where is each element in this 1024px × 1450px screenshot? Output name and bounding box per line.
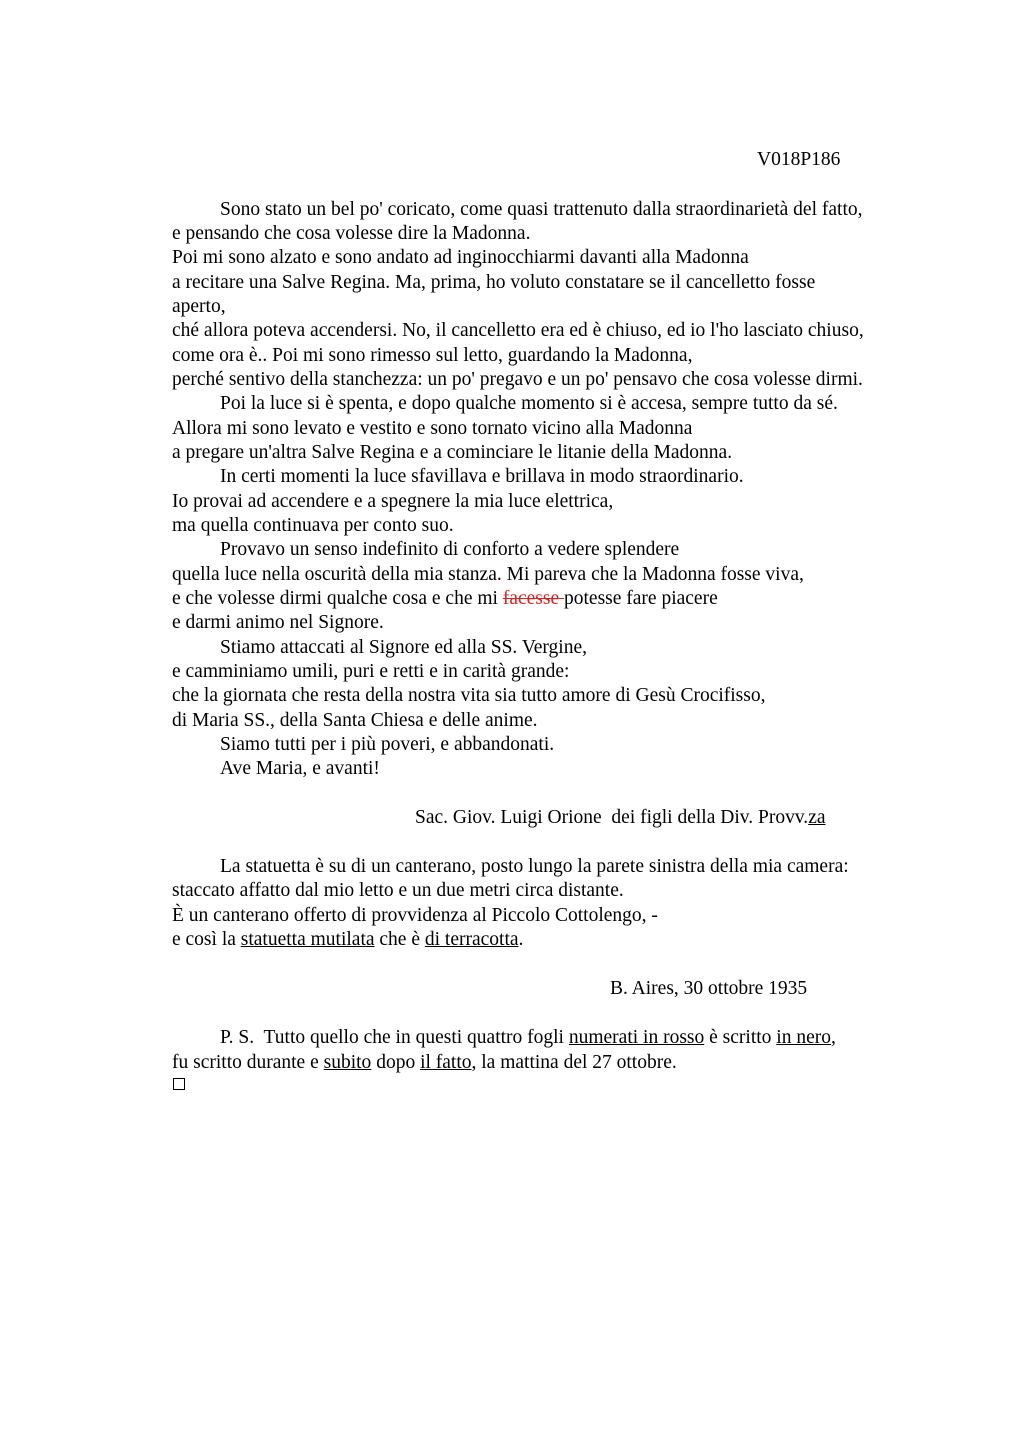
underlined-text: di terracotta bbox=[424, 929, 519, 950]
statue-line: staccato affatto dal mio letto e un due metri circa distante. bbox=[172, 880, 624, 901]
body-line: quella luce nella oscurità della mia stanza. Mi pareva che la Madonna fosse viva, bbox=[172, 564, 804, 585]
underlined-text: subito bbox=[323, 1052, 372, 1073]
underlined-text: il fatto bbox=[420, 1052, 472, 1073]
underlined-text: numerati in rosso bbox=[568, 1027, 705, 1048]
line-text: , bbox=[831, 1027, 836, 1048]
statue-line: È un canterano offerto di provvidenza al Piccolo Cottolengo, - bbox=[172, 905, 658, 926]
body-line: Provavo un senso indefinito di conforto a vedere splendere bbox=[220, 539, 680, 560]
line-text: P. S. Tutto quello che in questi quattro fogli bbox=[220, 1027, 569, 1048]
body-line: e camminiamo umili, puri e retti e in carità grande: bbox=[172, 661, 570, 682]
body-line: Sono stato un bel po' coricato, come quasi trattenuto dalla straordinarietà del fatto, bbox=[220, 199, 863, 220]
signature-suffix: za bbox=[808, 807, 826, 828]
body-line: Ave Maria, e avanti! bbox=[220, 758, 380, 779]
body-line: In certi momenti la luce sfavillava e brillava in modo straordinario. bbox=[220, 466, 744, 487]
line-text: fu scritto durante e bbox=[172, 1052, 324, 1073]
underlined-text: in nero bbox=[776, 1027, 831, 1048]
body-line: che la giornata che resta della nostra vita sia tutto amore di Gesù Crocifisso, bbox=[172, 685, 766, 706]
body-line: e pensando che cosa volesse dire la Madonna. bbox=[172, 223, 531, 244]
line-text: e che volesse dirmi qualche cosa e che mi bbox=[172, 588, 503, 609]
body-line: Poi la luce si è spenta, e dopo qualche momento si è accesa, sempre tutto da sé. bbox=[220, 393, 838, 414]
body-line: perché sentivo della stanchezza: un po' pregavo e un po' pensavo che cosa volesse dirmi. bbox=[172, 369, 863, 390]
body-line: Io provai ad accendere e a spegnere la mia luce elettrica, bbox=[172, 491, 614, 512]
body-line: e darmi animo nel Signore. bbox=[172, 612, 384, 633]
body-line: Poi mi sono alzato e sono andato ad inginocchiarmi davanti alla Madonna bbox=[172, 247, 749, 268]
body-line: aperto, bbox=[172, 296, 226, 317]
body-line: ma quella continuava per conto suo. bbox=[172, 515, 454, 536]
underlined-text: statuetta mutilata bbox=[240, 929, 375, 950]
signature-text: Sac. Giov. Luigi Orione dei figli della Div. Provv. bbox=[415, 807, 809, 828]
line-text: che è bbox=[374, 929, 425, 950]
body-line: come ora è.. Poi mi sono rimesso sul letto, guardando la Madonna, bbox=[172, 345, 693, 366]
body-line: a pregare un'altra Salve Regina e a cominciare le litanie della Madonna. bbox=[172, 442, 733, 463]
signature-line bbox=[415, 806, 826, 830]
body-line: Siamo tutti per i più poveri, e abbandonati. bbox=[220, 734, 555, 755]
line-text: è scritto bbox=[704, 1027, 777, 1048]
line-text: e così la bbox=[172, 929, 241, 950]
body-line-with-deletion bbox=[172, 587, 718, 611]
body-line: a recitare una Salve Regina. Ma, prima, ho voluto constatare se il cancelletto fosse bbox=[172, 272, 816, 293]
place-date: B. Aires, 30 ottobre 1935 bbox=[610, 978, 808, 999]
line-text: , la mattina del 27 ottobre. bbox=[471, 1052, 677, 1073]
statue-line: La statuetta è su di un canterano, posto lungo la parete sinistra della mia camera: bbox=[220, 856, 849, 877]
body-line: ché allora poteva accendersi. No, il cancelletto era ed è chiuso, ed io l'ho lasciato chiuso, bbox=[172, 320, 864, 341]
body-line: di Maria SS., della Santa Chiesa e delle anime. bbox=[172, 710, 538, 731]
body-line: Stiamo attaccati al Signore ed alla SS. Vergine, bbox=[220, 637, 587, 658]
postscript-line bbox=[220, 1026, 836, 1050]
statue-line bbox=[172, 928, 523, 952]
line-text: dopo bbox=[371, 1052, 421, 1073]
struck-word: facesse bbox=[502, 588, 564, 609]
body-line: Allora mi sono levato e vestito e sono tornato vicino alla Madonna bbox=[172, 418, 693, 439]
line-text: . bbox=[518, 929, 524, 950]
postscript-line bbox=[172, 1051, 677, 1075]
line-text: potesse fare piacere bbox=[564, 588, 718, 609]
empty-box-glyph bbox=[173, 1078, 185, 1090]
page-reference: V018P186 bbox=[757, 149, 841, 170]
